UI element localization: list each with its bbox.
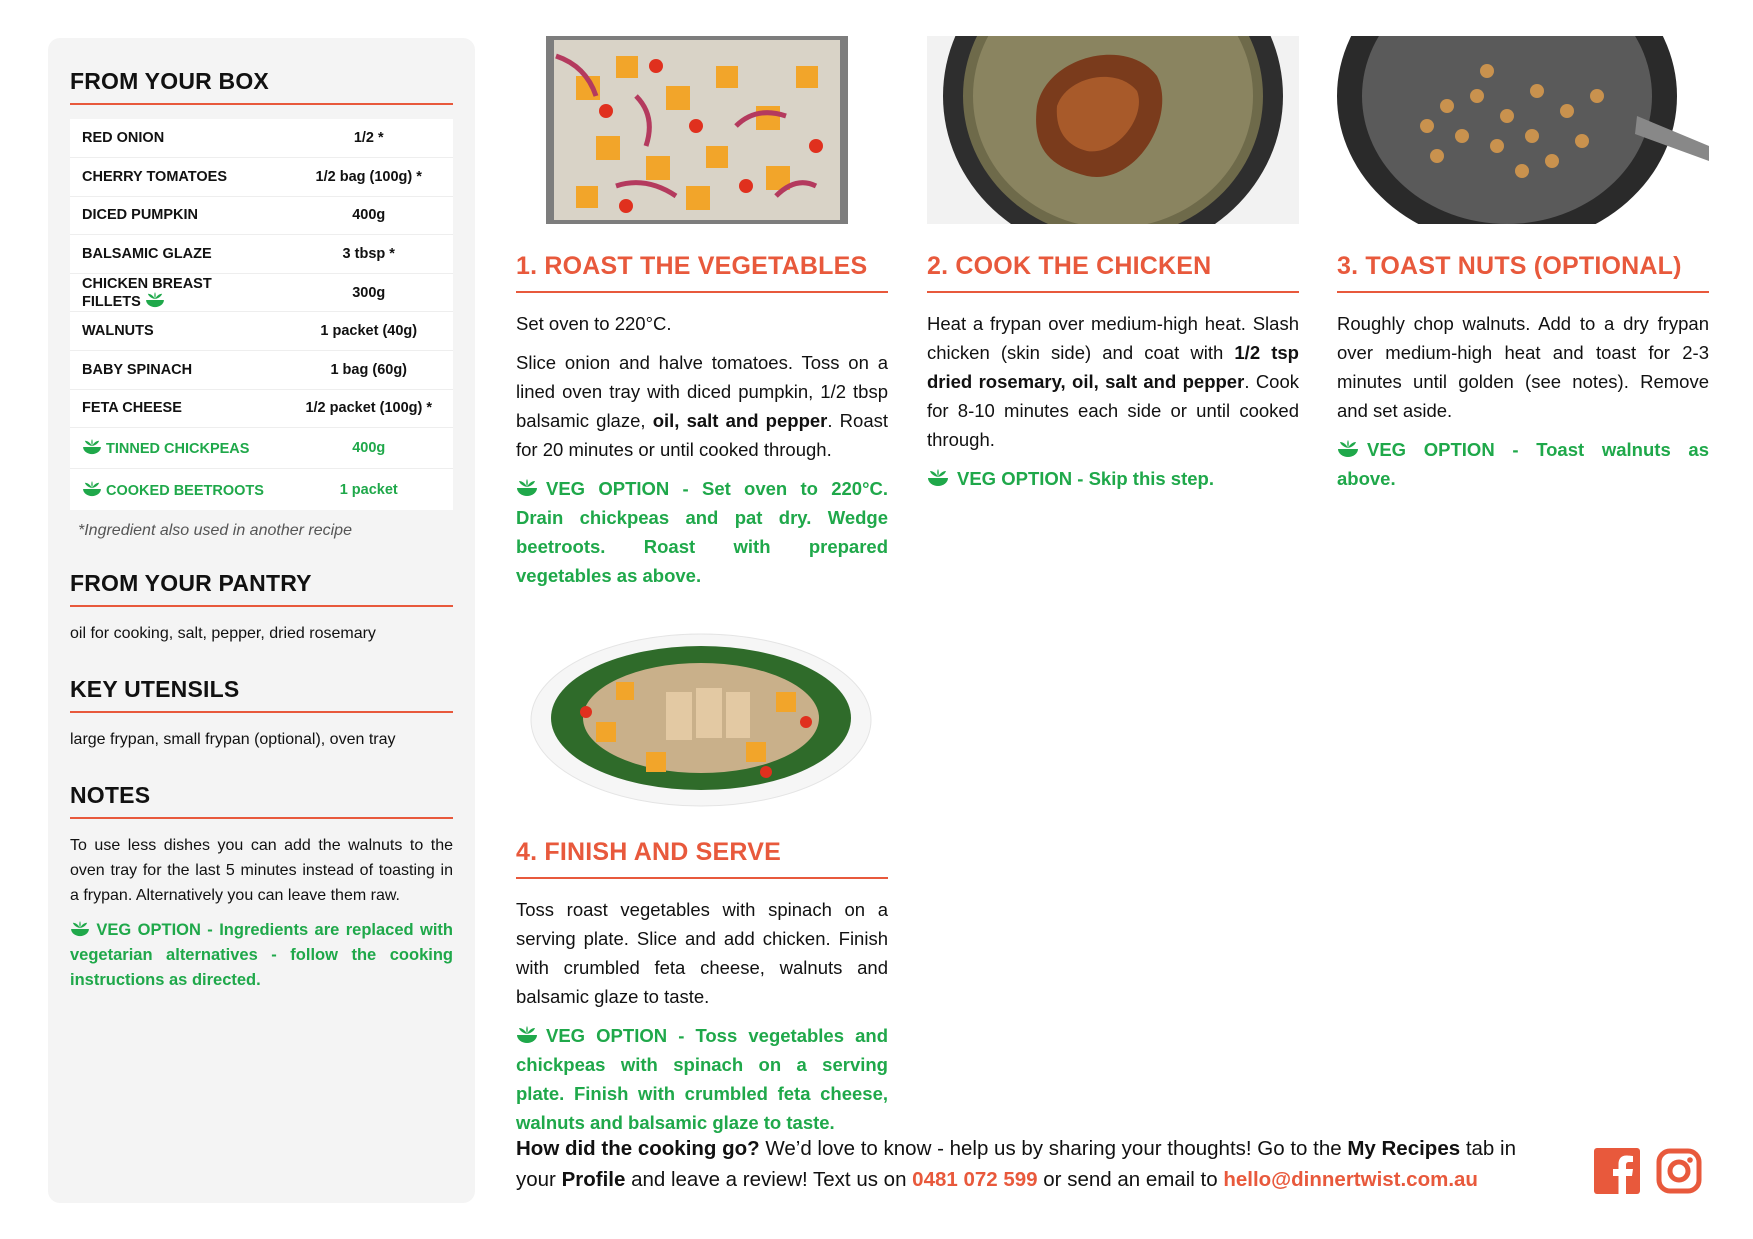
cook-chicken-photo: [927, 36, 1299, 224]
footer-text: tab in your: [516, 1137, 1516, 1191]
ingredient-row: [70, 312, 453, 351]
ingredient-qty: 1/2 bag (100g) *: [284, 158, 453, 197]
ingredient-qty: 1 bag (60g): [284, 351, 453, 390]
pantry-section: [70, 570, 453, 646]
step-1-para-2: [516, 348, 888, 464]
ingredient-row: [70, 389, 453, 428]
ingredient-footnote: *Ingredient also used in another recipe: [78, 521, 352, 539]
leaf-bowl-icon: [70, 921, 90, 937]
ingredient-qty: 1 packet (40g): [284, 312, 453, 351]
ingredient-name: FETA CHEESE: [70, 389, 284, 428]
ingredient-qty: 300g: [284, 273, 453, 312]
ingredient-name: CHICKEN BREAST FILLETS: [82, 275, 212, 310]
email-link[interactable]: hello@dinnertwist.com.au: [1223, 1168, 1478, 1191]
step-2-title: 2. COOK THE CHICKEN: [927, 252, 1299, 293]
step-1-veg-option: [516, 474, 888, 590]
step-2-veg-option: [927, 464, 1299, 493]
ingredient-row: [70, 196, 453, 235]
ingredient-name: CHERRY TOMATOES: [70, 158, 284, 197]
leaf-bowl-icon: [516, 1026, 538, 1044]
step-4: [516, 622, 888, 1147]
ingredient-name: DICED PUMPKIN: [70, 196, 284, 235]
ingredients-table: [70, 119, 453, 510]
step-2-bold: 1/2 tsp dried rosemary, oil, salt and pepper: [927, 342, 1299, 392]
step-3-veg-option: [1337, 435, 1709, 493]
ingredient-row: [70, 273, 453, 312]
step-3: [1337, 36, 1709, 503]
step-3-veg-text: VEG OPTION - Toast walnuts as above.: [1337, 439, 1709, 489]
leaf-bowl-icon: [82, 481, 102, 497]
step-1-text: Slice onion and halve tomatoes. Toss on a lined oven tray with diced pumpkin, 1/2 tbsp balsamic glaze,: [516, 352, 888, 431]
step-2-text: . Cook for 8-10 minutes each side or until cooked through.: [927, 371, 1300, 450]
ingredient-row: [70, 235, 453, 274]
ingredient-qty: 400g: [284, 428, 453, 469]
leaf-bowl-icon: [145, 292, 165, 308]
utensils-section: [70, 676, 453, 752]
veg-ingredient-row: [70, 428, 453, 469]
notes-veg-option: [70, 918, 453, 993]
notes-veg-text: VEG OPTION - Ingredients are replaced with vegetarian alternatives - follow the cooking instructions as directed.: [70, 920, 453, 989]
step-4-title: 4. FINISH AND SERVE: [516, 838, 888, 879]
ingredients-panel: [48, 38, 475, 1203]
footer-question: How did the cooking go?: [516, 1137, 760, 1160]
step-1-para-1: Set oven to 220°C.: [516, 313, 672, 334]
ingredient-name: BALSAMIC GLAZE: [70, 235, 284, 274]
ingredient-name-cell: [70, 469, 284, 510]
notes-title: NOTES: [70, 782, 453, 819]
step-2-veg-text: VEG OPTION - Skip this step.: [957, 468, 1214, 489]
step-2-text: Heat a frypan over medium-high heat. Slash chicken (skin side) and coat with: [927, 313, 1299, 363]
ingredient-qty: 3 tbsp *: [284, 235, 453, 274]
ingredient-name: BABY SPINACH: [70, 351, 284, 390]
step-1-bold: oil, salt and pepper: [652, 410, 828, 431]
step-1-title: 1. ROAST THE VEGETABLES: [516, 252, 888, 293]
pantry-title: FROM YOUR PANTRY: [70, 570, 453, 607]
ingredient-qty: 1/2 packet (100g) *: [284, 389, 453, 428]
leaf-bowl-icon: [1337, 440, 1359, 458]
ingredient-name-cell: [70, 273, 284, 312]
step-3-para-1: Roughly chop walnuts. Add to a dry frypan over medium-high heat and toast for 2-3 minutes until golden (see notes). Remove and set aside.: [1337, 313, 1709, 421]
step-3-title: 3. TOAST NUTS (OPTIONAL): [1337, 252, 1709, 293]
profile-label: Profile: [561, 1168, 626, 1191]
footer-text: and leave a review! Text us on: [625, 1168, 913, 1191]
step-2: [927, 36, 1299, 503]
ingredient-row: [70, 351, 453, 390]
ingredient-name: WALNUTS: [70, 312, 284, 351]
from-your-box-title: FROM YOUR BOX: [70, 68, 453, 105]
step-2-body: [927, 309, 1299, 493]
step-1: [516, 36, 888, 600]
ingredient-name: COOKED BEETROOTS: [106, 482, 264, 499]
ingredient-row: [70, 158, 453, 197]
ingredient-qty: 1 packet: [339, 481, 398, 498]
roast-vegetables-photo: [516, 36, 888, 224]
step-1-text: . Roast for 20 minutes or until cooked through.: [516, 410, 889, 460]
ingredient-name: RED ONION: [70, 119, 284, 158]
step-2-para-1: [927, 309, 1299, 454]
pantry-text: oil for cooking, salt, pepper, dried rosemary: [70, 624, 376, 642]
veg-ingredient-row: [70, 469, 453, 510]
ingredient-name-cell: [70, 428, 284, 469]
leaf-bowl-icon: [516, 479, 538, 497]
utensils-text: large frypan, small frypan (optional), oven tray: [70, 730, 396, 748]
notes-section: [70, 782, 453, 993]
step-4-veg-text: VEG OPTION - Toss vegetables and chickpeas with spinach on a serving plate. Finish with crumbled feta cheese, walnuts and balsamic glaze to taste.: [516, 1025, 888, 1133]
ingredient-qty: 1/2 *: [284, 119, 453, 158]
step-3-body: [1337, 309, 1709, 493]
footer-text: We’d love to know - help us by sharing your thoughts! Go to the: [759, 1137, 1348, 1160]
step-1-veg-text: VEG OPTION - Set oven to 220°C. Drain chickpeas and pat dry. Wedge beetroots. Roast with prepared vegetables as above.: [516, 478, 888, 586]
notes-text: To use less dishes you can add the walnuts to the oven tray for the last 5 minutes instead of toasting in a frypan. Alternatively you can leave them raw.: [70, 836, 453, 904]
instagram-icon[interactable]: [1656, 1148, 1702, 1194]
footer-text: or send an email to: [1037, 1168, 1224, 1191]
step-4-body: [516, 895, 888, 1137]
step-1-body: [516, 309, 888, 590]
ingredient-name: TINNED CHICKPEAS: [106, 441, 250, 458]
toast-nuts-photo: [1337, 36, 1709, 224]
finished-dish-photo: [516, 622, 888, 810]
feedback-footer: [516, 1133, 1556, 1195]
step-4-veg-option: [516, 1021, 888, 1137]
facebook-icon[interactable]: [1594, 1148, 1640, 1194]
phone-link[interactable]: 0481 072 599: [912, 1168, 1038, 1191]
utensils-title: KEY UTENSILS: [70, 676, 453, 713]
leaf-bowl-icon: [927, 469, 949, 487]
step-4-para-1: Toss roast vegetables with spinach on a serving plate. Slice and add chicken. Finish with crumbled feta cheese, walnuts and balsamic glaze to taste.: [516, 899, 888, 1007]
ingredient-qty: 400g: [284, 196, 453, 235]
leaf-bowl-icon: [82, 439, 102, 455]
my-recipes-label: My Recipes: [1347, 1137, 1461, 1160]
ingredient-row: [70, 119, 453, 158]
